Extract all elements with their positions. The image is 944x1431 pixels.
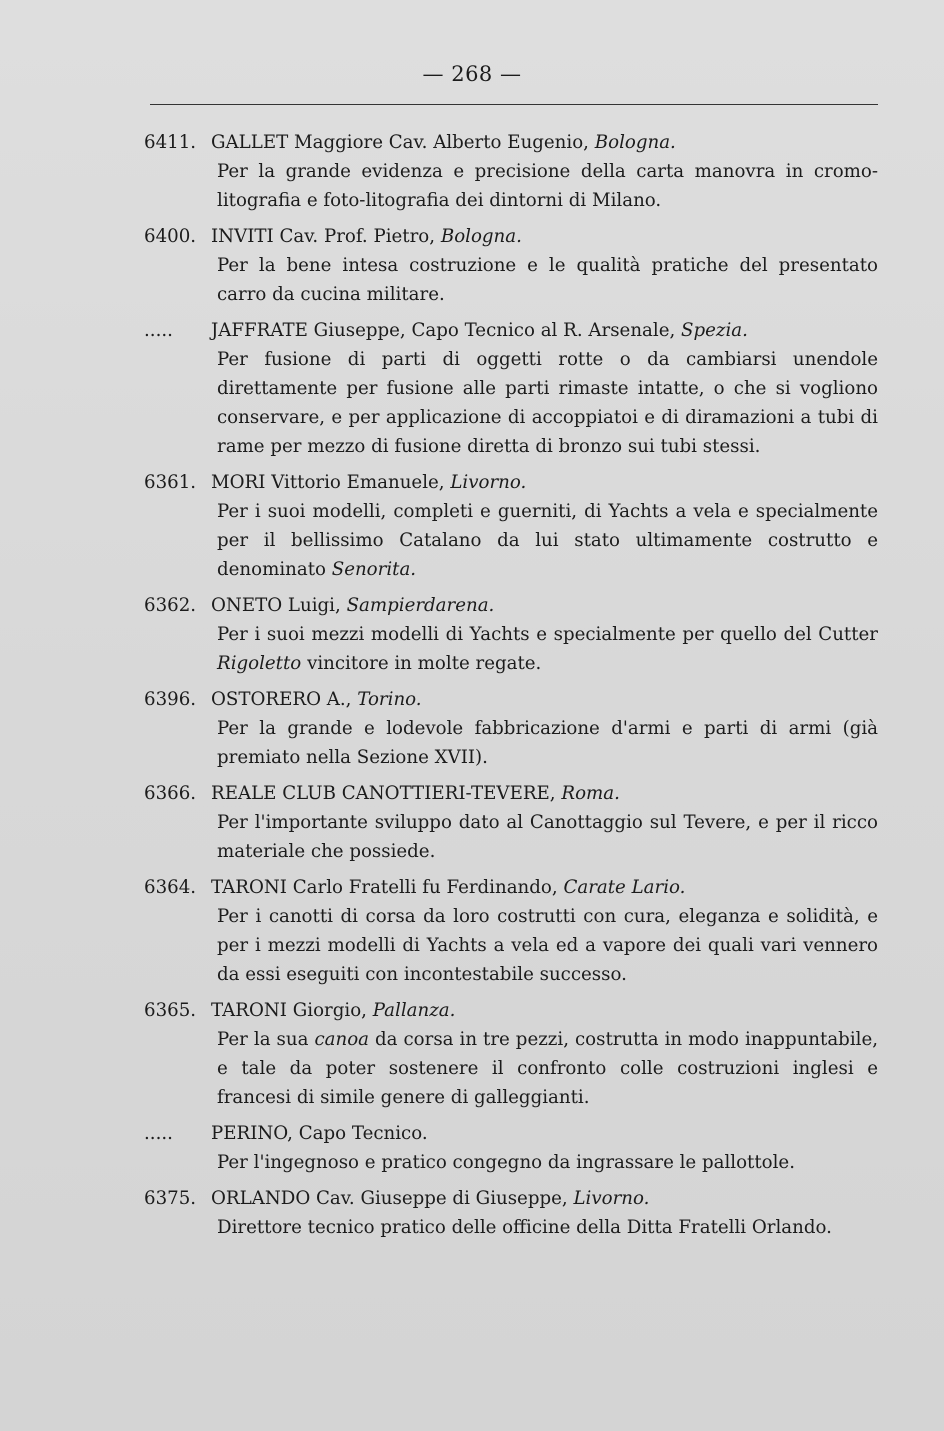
entry-description: Per i suoi modelli, completi e guerniti, di Yachts a vela e specialmente per il bellissimo Catalano da lui stato ultimamente costrutto e denominato Senorita. <box>217 501 878 580</box>
entry-number: ..... <box>144 320 173 341</box>
page-number: — 268 — <box>422 62 522 86</box>
entry-name: GALLET Maggiore Cav. Alberto Eugenio, <box>211 132 589 153</box>
entry-description: Per la grande evidenza e precisione della carta manovra in cromo-litografia e foto-litografia dei dintorni di Milano. <box>217 161 878 211</box>
entry-heading <box>144 316 878 345</box>
vessel-name: Rigoletto <box>217 653 302 674</box>
entry-number: 6362. <box>144 595 197 616</box>
entry-place: Spezia. <box>681 320 748 341</box>
award-entry <box>144 1119 878 1177</box>
award-entry <box>144 996 878 1112</box>
entry-number: 6365. <box>144 1000 197 1021</box>
entry-place: Sampierdarena. <box>346 595 495 616</box>
entry-heading <box>144 873 878 902</box>
entry-heading <box>144 591 878 620</box>
award-entry <box>144 779 878 866</box>
entry-description: Per la sua canoa da corsa in tre pezzi, costrutta in modo inappuntabile, e tale da poter sostenere il confronto colle costruzioni inglesi e francesi di simile genere di galleggianti. <box>217 1029 878 1108</box>
entry-heading <box>144 996 878 1025</box>
award-entry <box>144 685 878 772</box>
entry-name: ONETO Luigi, <box>211 595 341 616</box>
entry-heading <box>144 779 878 808</box>
entry-heading <box>144 128 878 157</box>
entry-description: Per i canotti di corsa da loro costrutti con cura, eleganza e solidità, e per i mezzi modelli di Yachts a vela ed a vapore dei quali vari vennero da essi eseguiti con incontestabile successo. <box>217 906 878 985</box>
entry-number: 6396. <box>144 689 197 710</box>
entry-number: 6364. <box>144 877 197 898</box>
entry-place: Roma. <box>561 783 620 804</box>
entry-description: Per i suoi mezzi modelli di Yachts e specialmente per quello del Cutter Rigoletto vincitore in molte regate. <box>217 624 878 674</box>
entry-place: Livorno. <box>450 472 527 493</box>
entry-name: PERINO, Capo Tecnico. <box>211 1123 428 1144</box>
entry-name: TARONI Giorgio, <box>211 1000 367 1021</box>
entry-place: Bologna. <box>594 132 676 153</box>
entry-number: 6400. <box>144 226 197 247</box>
entry-number: 6366. <box>144 783 197 804</box>
entry-number: 6411. <box>144 132 197 153</box>
award-entry <box>144 222 878 309</box>
entry-number: 6375. <box>144 1188 197 1209</box>
entry-heading <box>144 685 878 714</box>
vessel-name: Senorita. <box>331 559 417 580</box>
entry-place: Carate Lario. <box>563 877 686 898</box>
entry-heading <box>144 468 878 497</box>
entry-place: Bologna. <box>440 226 522 247</box>
entry-name: MORI Vittorio Emanuele, <box>211 472 445 493</box>
boat-type: canoa <box>314 1029 369 1050</box>
entry-heading <box>144 1184 878 1213</box>
entry-heading <box>144 222 878 251</box>
entry-place: Torino. <box>357 689 422 710</box>
entry-name: INVITI Cav. Prof. Pietro, <box>211 226 436 247</box>
award-entry <box>144 1184 878 1242</box>
entry-place: Livorno. <box>573 1188 650 1209</box>
entry-description: Direttore tecnico pratico delle officine della Ditta Fratelli Orlando. <box>217 1217 832 1238</box>
entry-description: Per l'importante sviluppo dato al Canottaggio sul Tevere, e per il ricco materiale che possiede. <box>217 812 878 862</box>
award-entry <box>144 591 878 678</box>
award-entry <box>144 316 878 461</box>
entry-name: ORLANDO Cav. Giuseppe di Giuseppe, <box>211 1188 568 1209</box>
award-list <box>144 128 878 1249</box>
entry-name: REALE CLUB CANOTTIERI-TEVERE, <box>211 783 556 804</box>
entry-description: Per la bene intesa costruzione e le qualità pratiche del presentato carro da cucina militare. <box>217 255 878 305</box>
entry-number: 6361. <box>144 472 197 493</box>
entry-description: Per l'ingegnoso e pratico congegno da ingrassare le pallottole. <box>217 1152 795 1173</box>
header-rule <box>150 104 878 105</box>
entry-heading <box>144 1119 878 1148</box>
award-entry <box>144 873 878 989</box>
entry-name: TARONI Carlo Fratelli fu Ferdinando, <box>211 877 558 898</box>
entry-name: OSTORERO A., <box>211 689 352 710</box>
award-entry <box>144 468 878 584</box>
entry-description: Per fusione di parti di oggetti rotte o da cambiarsi unendole direttamente per fusione alle parti rimaste intatte, o che si vogliono conservare, e per applicazione di accoppiatoi e di diramazioni a tubi di rame per mezzo di fusione diretta di bronzo sui tubi stessi. <box>217 349 878 457</box>
award-entry <box>144 128 878 215</box>
entry-place: Pallanza. <box>372 1000 456 1021</box>
entry-description: Per la grande e lodevole fabbricazione d'armi e parti di armi (già premiato nella Sezione XVII). <box>217 718 878 768</box>
entry-name: JAFFRATE Giuseppe, Capo Tecnico al R. Arsenale, <box>211 320 676 341</box>
entry-number: ..... <box>144 1123 173 1144</box>
